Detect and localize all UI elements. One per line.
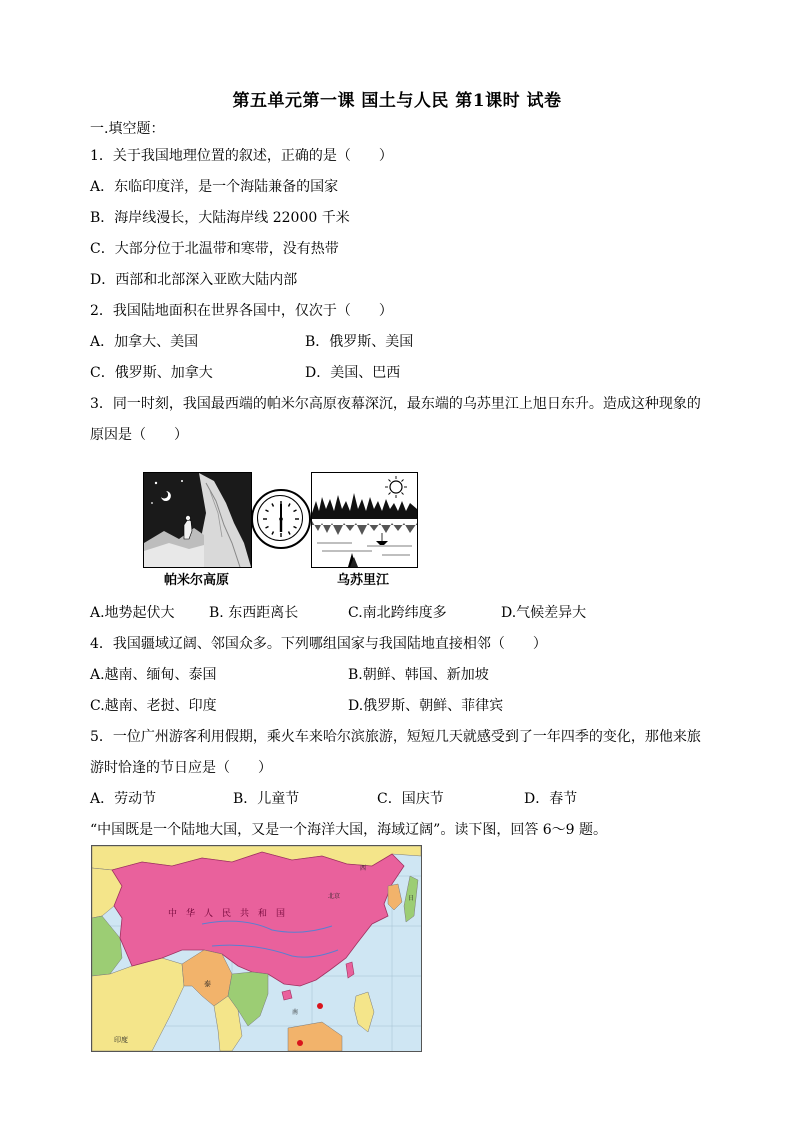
- map-china-label: 中 华 人 民 共 和 国: [168, 909, 286, 919]
- q2-option-b: B．俄罗斯、美国: [305, 334, 414, 350]
- map-label-nan: 南: [292, 1009, 299, 1016]
- section-heading: 一.填空题：: [90, 121, 165, 137]
- wusuli-sunrise-illustration: [311, 472, 418, 568]
- q5-option-b: B．儿童节: [233, 791, 300, 807]
- china-map: [91, 845, 422, 1052]
- fig-caption-wusuli: 乌苏里江: [337, 573, 390, 588]
- q3-stem-line1: 3．同一时刻，我国最西端的帕米尔高原夜幕深沉，最东端的乌苏里江上旭日东升。造成这种现象的: [90, 396, 701, 412]
- q3-stem-line2: 原因是（ ）: [90, 427, 188, 443]
- map-label-india: 印度: [114, 1036, 128, 1044]
- map-label-xi: 西: [360, 865, 367, 872]
- q1-option-c: C．大部分位于北温带和寒带，没有热带: [90, 241, 339, 257]
- q3-option-b: B. 东西距离长: [209, 605, 299, 621]
- q2-option-d: D．美国、巴西: [305, 365, 401, 381]
- map-label-beijing: 北京: [328, 893, 341, 900]
- q3-option-c: C.南北跨纬度多: [348, 605, 447, 621]
- q3-option-d: D.气候差异大: [501, 605, 587, 621]
- q4-option-c: C.越南、老挝、印度: [90, 698, 217, 714]
- intro-6-9: “中国既是一个陆地大国，又是一个海洋大国，海域辽阔”。读下图，回答 6～9 题。: [90, 822, 608, 838]
- q4-option-a: A.越南、缅甸、泰国: [90, 667, 217, 683]
- china-map-drawing: [92, 846, 421, 1051]
- q5-option-a: A．劳动节: [90, 791, 157, 807]
- q1-stem: 1．关于我国地理位置的叙述，正确的是（ ）: [90, 148, 393, 164]
- q1-option-d: D．西部和北部深入亚欧大陆内部: [90, 272, 298, 288]
- q3-option-a: A.地势起伏大: [90, 605, 175, 621]
- q2-stem: 2．我国陆地面积在世界各国中，仅次于（ ）: [90, 303, 393, 319]
- q5-stem-line1: 5．一位广州游客利用假期，乘火车来哈尔滨旅游，短短几天就感受到了一年四季的变化，那他来旅: [90, 729, 701, 745]
- q1-option-a: A．东临印度洋，是一个海陆兼备的国家: [90, 179, 339, 195]
- clock-hands-icon: [253, 491, 309, 547]
- q4-option-d: D.俄罗斯、朝鲜、菲律宾: [348, 698, 504, 714]
- pamir-night-drawing: [144, 473, 251, 567]
- map-label-tai: 泰: [204, 980, 211, 988]
- pamir-night-illustration: [143, 472, 252, 568]
- q4-option-b: B.朝鲜、韩国、新加坡: [348, 667, 489, 683]
- map-label-ri: 日: [408, 895, 415, 902]
- q2-option-a: A．加拿大、美国: [90, 334, 199, 350]
- q1-option-b: B．海岸线漫长，大陆海岸线 22000 千米: [90, 210, 350, 226]
- q5-option-d: D．春节: [524, 791, 578, 807]
- fig-caption-pamir: 帕米尔高原: [164, 573, 230, 588]
- q2-option-c: C．俄罗斯、加拿大: [90, 365, 213, 381]
- page-title: 第五单元第一课 国土与人民 第1课时 试卷: [232, 91, 562, 111]
- wusuli-sunrise-drawing: [312, 473, 417, 567]
- clock-illustration: [251, 489, 311, 549]
- q5-stem-line2: 游时恰逢的节日应是（ ）: [90, 760, 272, 776]
- q4-stem: 4．我国疆域辽阔、邻国众多。下列哪组国家与我国陆地直接相邻（ ）: [90, 636, 547, 652]
- q5-option-c: C．国庆节: [377, 791, 444, 807]
